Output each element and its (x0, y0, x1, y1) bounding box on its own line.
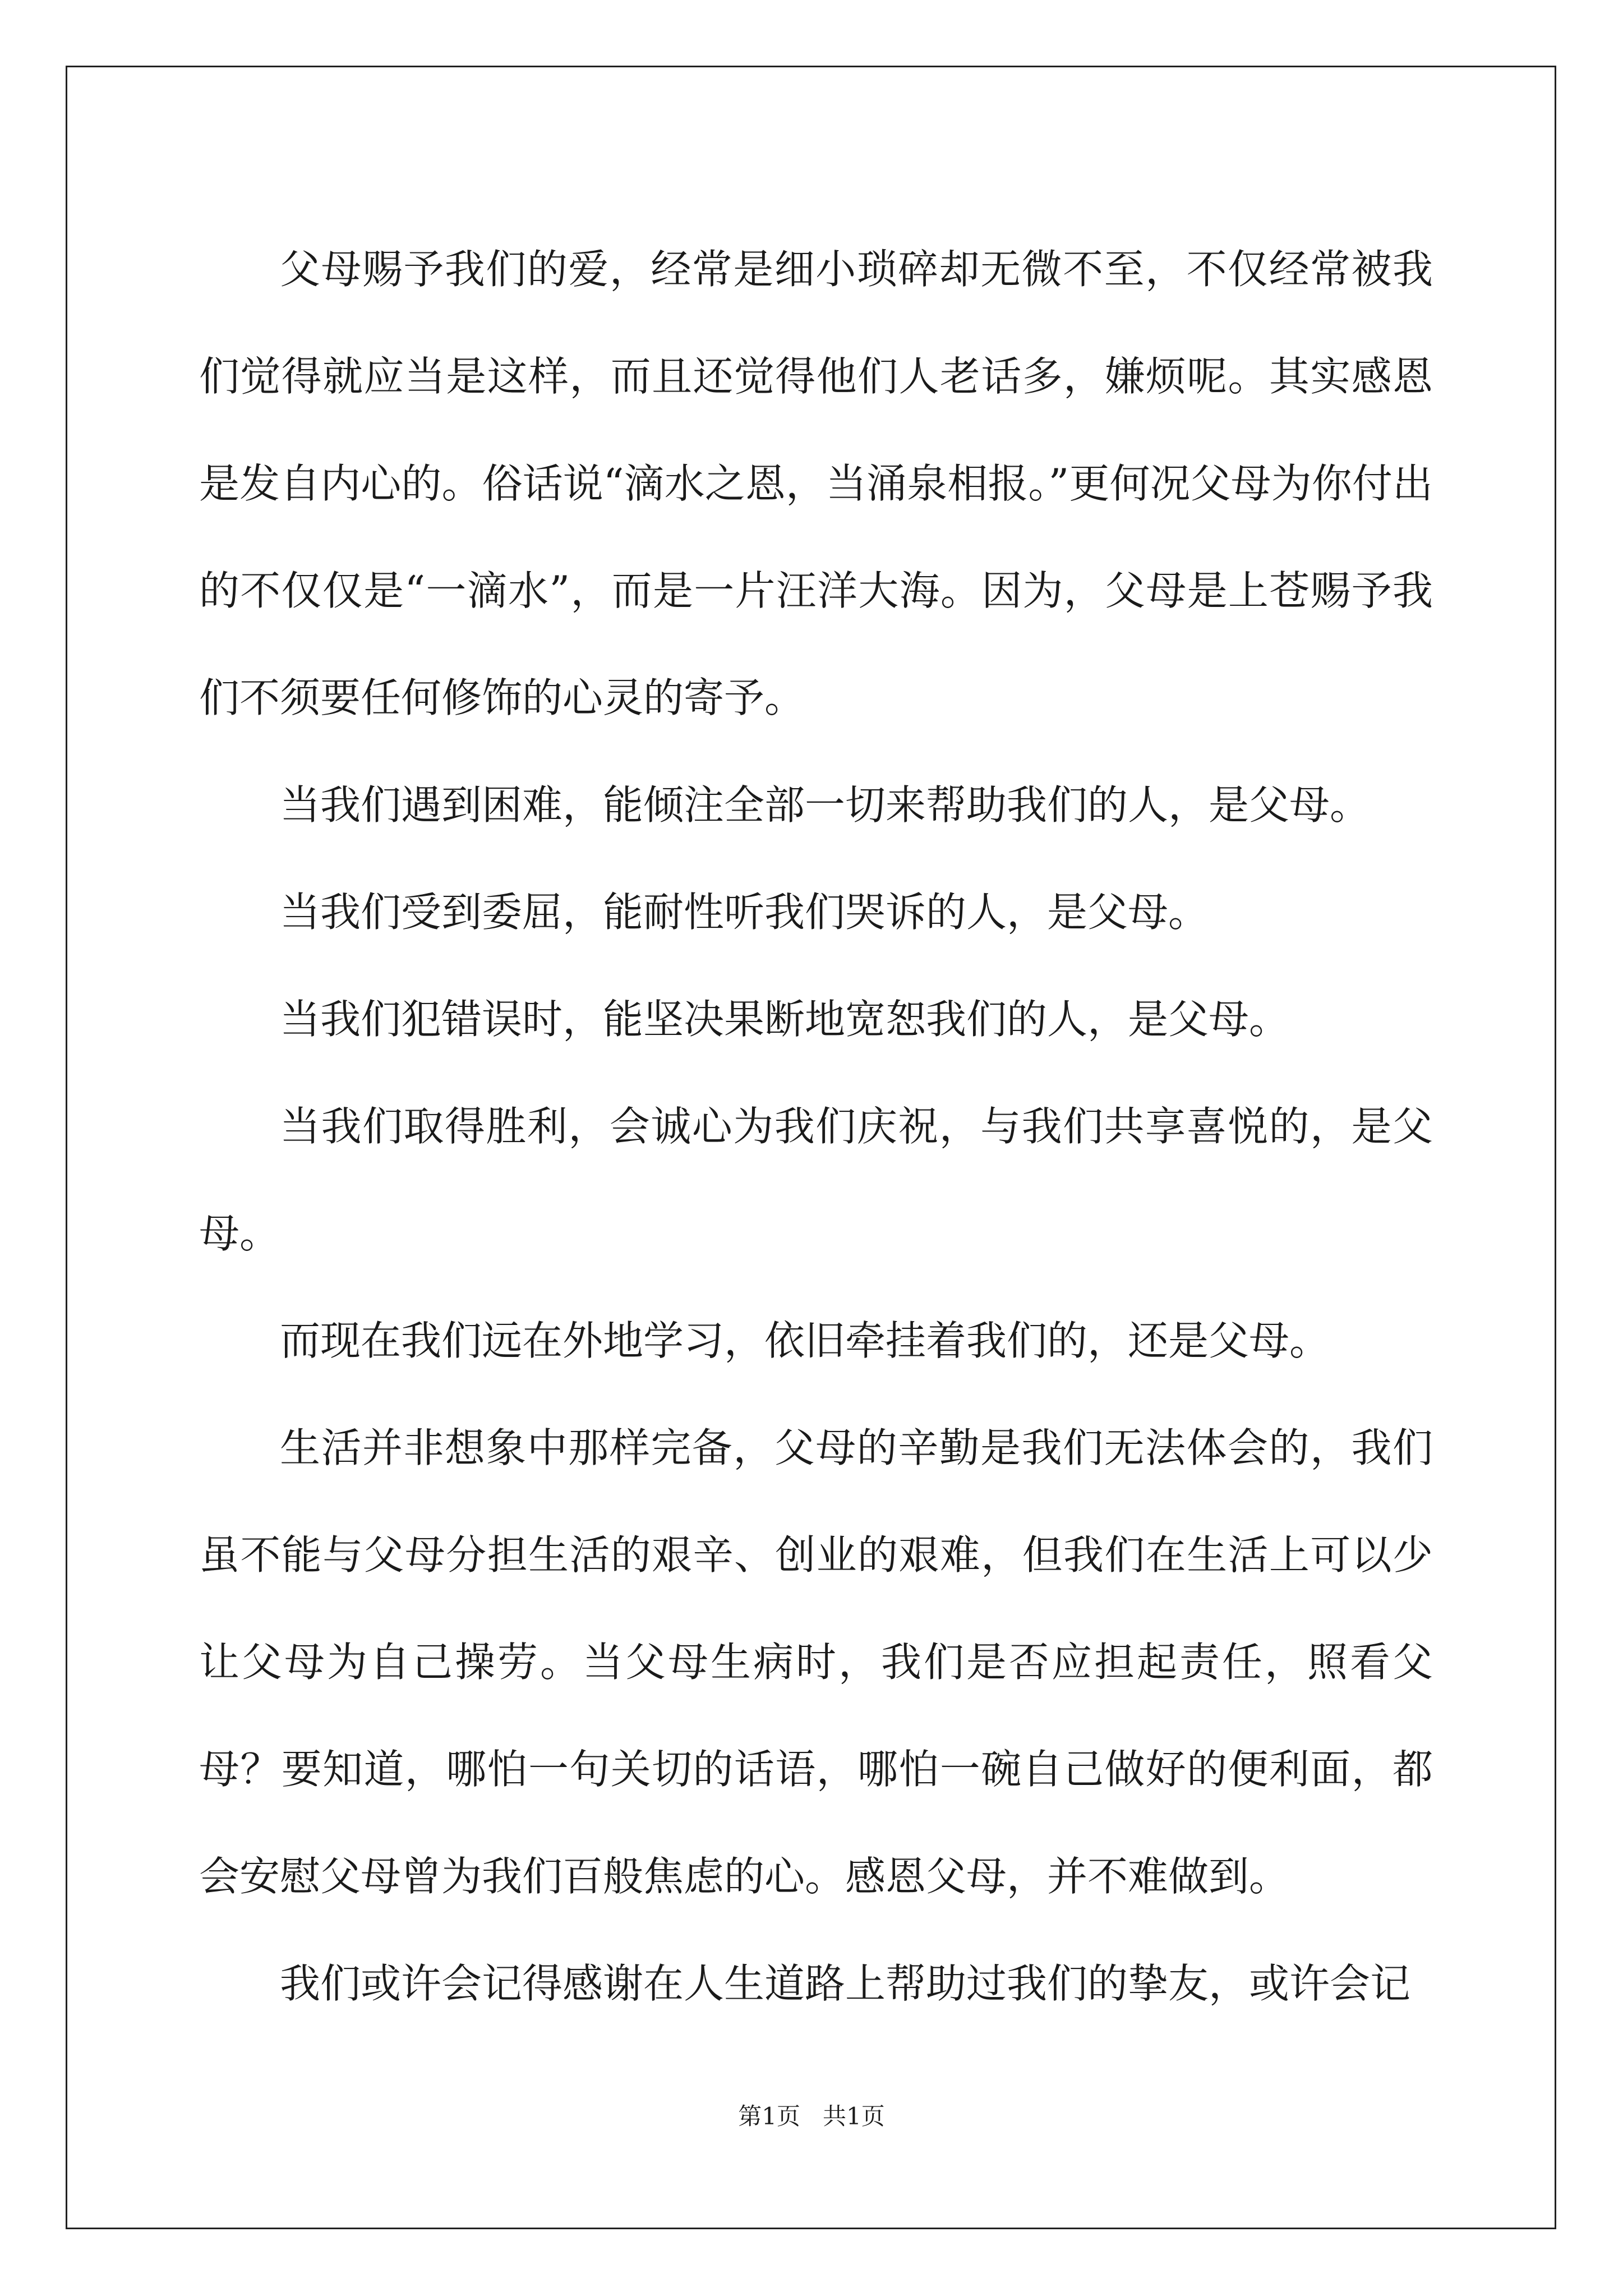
paragraph: 当我们受到委屈，能耐性听我们哭诉的人，是父母。 (280, 889, 1209, 936)
paragraph: 当我们犯错误时，能坚决果断地宽恕我们的人，是父母。 (280, 996, 1290, 1043)
paragraph: 生活并非想象中那样完备，父母的辛勤是我们无法体会的，我们虽不能与父母分担生活的艰辛、创业的艰难，但我们在生活上可以少让父母为自己操劳。当父母生病时，我们是否应担起责任，照看父母？要知道，哪怕一句关切的话语，哪怕一碗自己做好的便利面，都会安慰父母曾为我们百般焦虑的心。感恩父母，并不难做到。 (199, 1424, 1433, 1900)
paragraph: 当我们取得胜利，会诚心为我们庆祝，与我们共享喜悦的，是父母。 (199, 1103, 1433, 1257)
paragraph: 而现在我们远在外地学习，依旧牵挂着我们的，还是父母。 (280, 1317, 1330, 1364)
paragraph: 当我们遇到困难，能倾注全部一切来帮助我们的人，是父母。 (280, 781, 1371, 829)
paragraph: 我们或许会记得感谢在人生道路上帮助过我们的挚友，或许会记 (280, 1960, 1411, 2007)
document-body (199, 216, 1433, 2037)
paragraph: 父母赐予我们的爱，经常是细小琐碎却无微不至，不仅经常被我们觉得就应当是这样，而且还觉得他们人老话多，嫌烦呢。其实感恩是发自内心的。俗话说“滴水之恩，当涌泉相报。”更何况父母为你付出的不仅仅是“一滴水”，而是一片汪洋大海。因为，父母是上苍赐予我们不须要任何修饰的心灵的寄予。 (199, 246, 1433, 721)
page-footer: 第1页 共1页 (738, 2102, 885, 2130)
